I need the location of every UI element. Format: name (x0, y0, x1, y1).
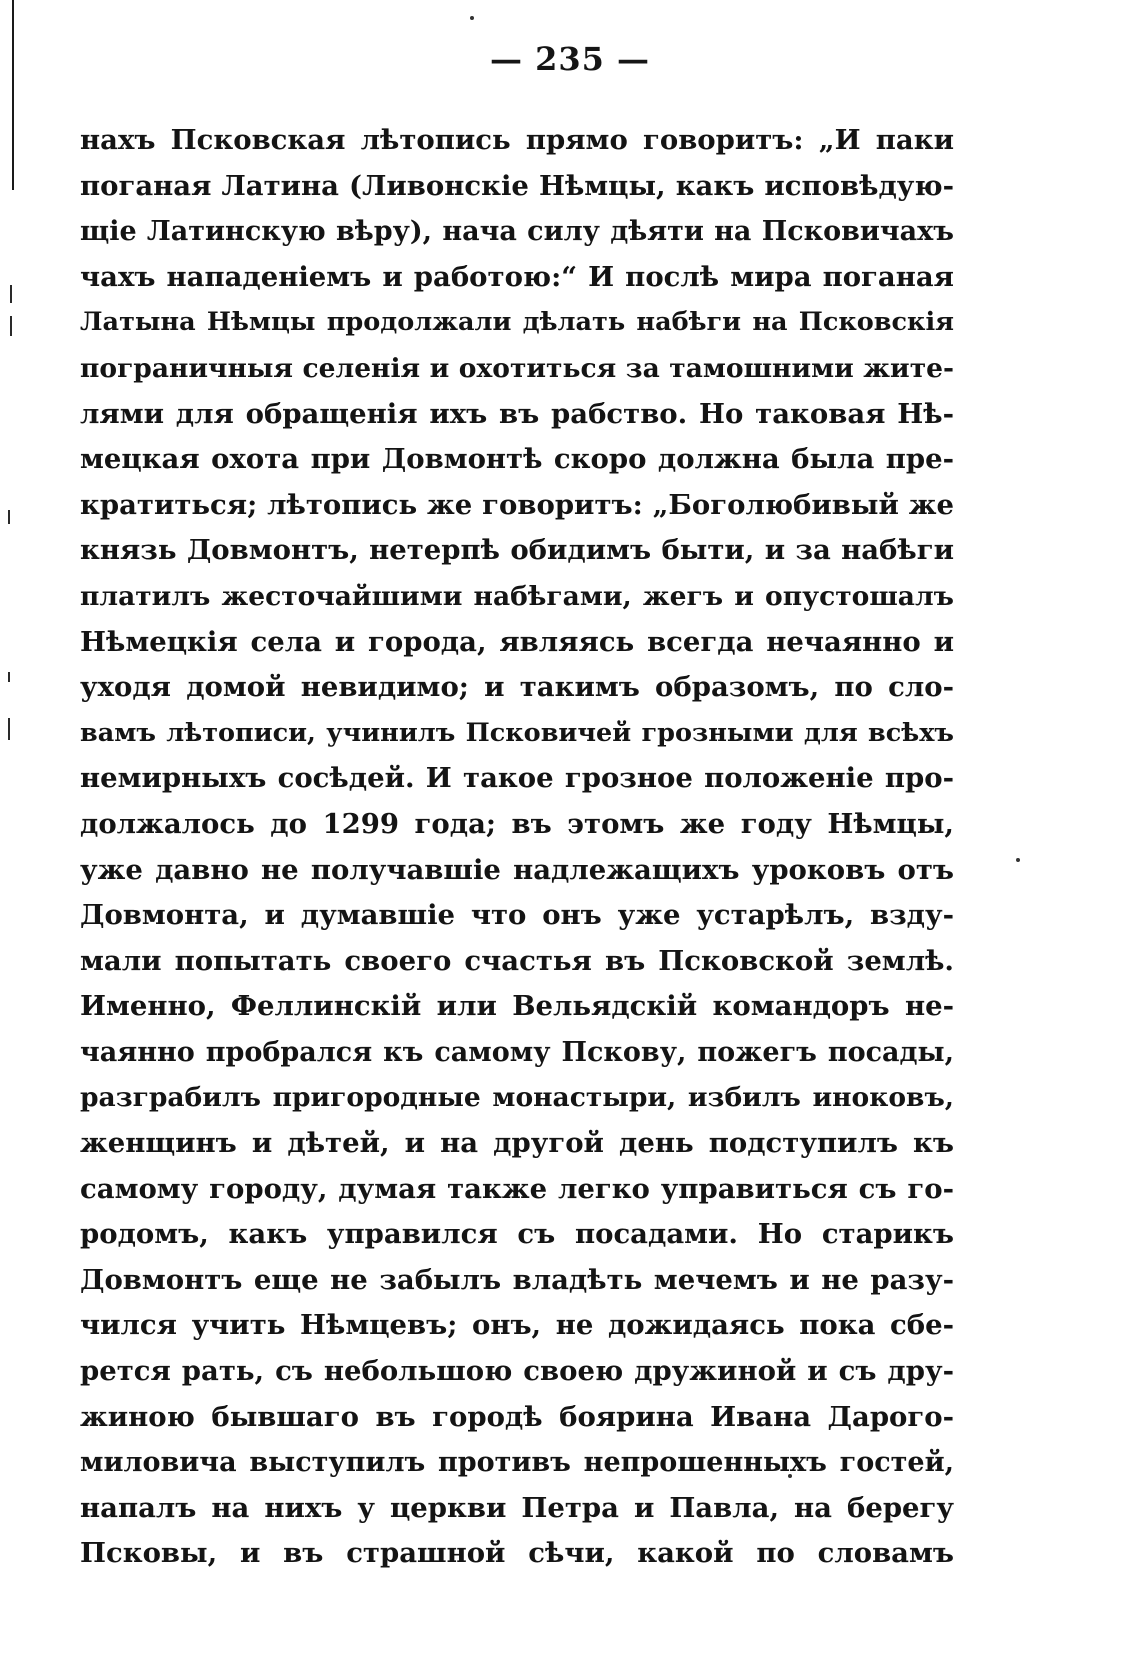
text-line: князь Довмонтъ, нетерпѣ обидимъ быти, и за набѣги (80, 534, 954, 567)
text-line: Довмонтъ еще не забылъ владѣть мечемъ и не разу- (80, 1263, 954, 1296)
text-line: мали попытать своего счастья въ Псковской землѣ. (80, 944, 954, 977)
margin-mark (8, 672, 10, 682)
text-line: чахъ нападеніемъ и работою:“ И послѣ мира поганая (80, 260, 954, 293)
text-line: жиною бывшаго въ городѣ боярина Ивана Дарого- (80, 1400, 954, 1433)
text-line: миловича выступилъ противъ непрошенныхъ гостей, (80, 1447, 954, 1479)
text-line: должалось до 1299 года; въ этомъ же году Нѣмцы, (80, 807, 954, 840)
text-line: Довмонта, и думавшіе что онъ уже устарѣлъ, взду- (80, 899, 954, 932)
text-line: Латына Нѣмцы продолжали дѣлать набѣги на Псковскія (80, 307, 954, 338)
text-line: уже давно не получавшіе надлежащихъ уроковъ отъ (80, 853, 954, 886)
page-number: — 235 — (489, 40, 651, 78)
text-line: чаянно пробрался къ самому Пскову, пожегъ посады, (80, 1036, 954, 1068)
text-line: щіе Латинскую вѣру), нача силу дѣяти на Псковичахъ (80, 216, 954, 248)
text-line: уходя домой невидимо; и такимъ образомъ, по сло- (80, 671, 954, 704)
text-line: Нѣмецкія села и города, являясь всегда нечаянно и (80, 625, 954, 658)
text-line: чился учить Нѣмцевъ; онъ, не дожидаясь пока сбе- (80, 1309, 954, 1342)
margin-mark (10, 316, 12, 336)
text-line: кратиться; лѣтопись же говоритъ: „Боголюбивый же (80, 488, 954, 521)
text-line: Псковы, и въ страшной сѣчи, какой по словамъ (80, 1537, 954, 1570)
text-line: немирныхъ сосѣдей. И такое грозное положеніе про- (80, 762, 954, 795)
text-line: лями для обращенія ихъ въ рабство. Но таковая Нѣ- (80, 397, 954, 430)
body-text (80, 118, 954, 1577)
text-line: рется рать, съ небольшою своею дружиной и съ дру- (80, 1355, 954, 1388)
margin-mark (8, 510, 10, 524)
ink-speck (1016, 858, 1020, 862)
ink-speck (470, 16, 474, 20)
text-line: разграбилъ пригородные монастыри, избилъ иноковъ, (80, 1082, 954, 1114)
text-line: пограничныя селенія и охотиться за тамошними жите- (80, 352, 954, 384)
margin-mark (8, 718, 10, 740)
text-line: женщинъ и дѣтей, и на другой день подступилъ къ (80, 1127, 954, 1160)
text-line: самому городу, думая также легко управиться съ го- (80, 1172, 954, 1205)
text-line: поганая Латина (Ливонскіе Нѣмцы, какъ исповѣдую- (80, 169, 954, 202)
text-line: Именно, Феллинскій или Вельядскій командоръ не- (80, 990, 954, 1023)
margin-mark (10, 285, 12, 303)
text-line: нахъ Псковская лѣтопись прямо говоритъ: „И паки (80, 124, 954, 156)
text-line: вамъ лѣтописи, учинилъ Псковичей грозными для всѣхъ (80, 717, 954, 748)
scan-edge-line (12, 0, 14, 190)
text-line: напалъ на нихъ у церкви Петра и Павла, на берегу (80, 1491, 954, 1524)
text-line: мецкая охота при Довмонтѣ скоро должна была пре- (80, 443, 954, 476)
text-line: платилъ жесточайшими набѣгами, жегъ и опустошалъ (80, 580, 954, 612)
text-line: родомъ, какъ управился съ посадами. Но старикъ (80, 1218, 954, 1251)
